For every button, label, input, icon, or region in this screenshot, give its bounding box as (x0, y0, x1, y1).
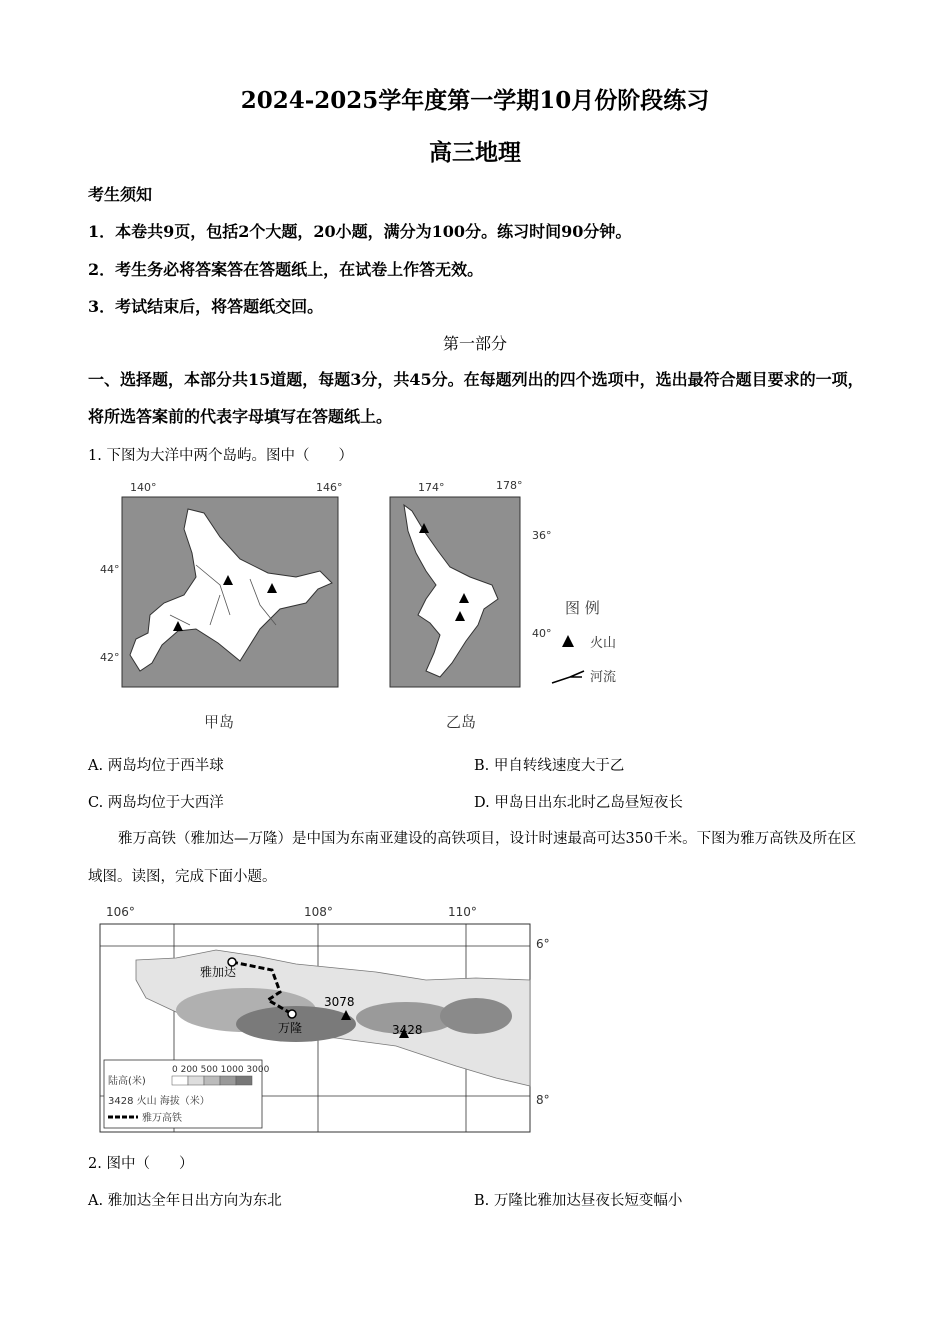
map2-lon-2: 108° (304, 905, 333, 919)
intro-passage: 雅万高铁（雅加达—万隆）是中国为东南亚建设的高铁项目，设计时速最高可达350千米。下图为雅万高铁及所在区域图。读图，完成下面小题。 (88, 831, 857, 885)
map2-lon-3: 110° (448, 905, 477, 919)
section-instruction: 一、选择题，本部分共15道题，每题3分，共45分。在每题列出的四个选项中，选出最符合题目要求的一项，将所选答案前的代表字母填写在答题纸上。 (88, 370, 864, 426)
q1-option-b: B. 甲自转线速度大于乙 (474, 758, 625, 774)
map-jia (100, 481, 343, 731)
q2-option-a: A. 雅加达全年日出方向为东北 (88, 1193, 282, 1209)
map-yi (390, 479, 552, 731)
legend-river: 河流 (590, 670, 617, 685)
volcano-icon (562, 635, 574, 647)
river-icon (552, 671, 584, 683)
jia-lat-top: 44° (100, 563, 120, 576)
jia-lon-right: 146° (316, 481, 343, 494)
map-legend (552, 599, 616, 685)
legend-ticks: 0 200 500 1000 3000 (172, 1065, 270, 1075)
q1-option-a: A. 两岛均位于西半球 (88, 758, 224, 774)
part-heading: 第一部分 (442, 334, 507, 353)
subject-title: 高三地理 (429, 139, 521, 166)
notice-item-3: 3．考试结束后，将答题纸交回。 (88, 297, 324, 316)
jia-lat-bottom: 42° (100, 651, 120, 664)
legend-railway: 雅万高铁 (142, 1113, 182, 1124)
q2-option-b: B. 万隆比雅加达昼夜长短变幅小 (474, 1193, 683, 1209)
notice-item-2: 2．考生务必将答案答在答题纸上，在试卷上作答无效。 (88, 260, 484, 279)
legend-title: 图 例 (565, 599, 600, 617)
yi-caption: 乙岛 (446, 713, 477, 731)
legend-volcano-height: 3428 火山 海拔（米） (108, 1096, 210, 1107)
city-bandung: 万隆 (278, 1021, 303, 1035)
page-title: 2024-2025学年度第一学期10月份阶段练习 (240, 87, 710, 114)
notice-heading: 考生须知 (88, 185, 153, 204)
map2-lon-1: 106° (106, 905, 135, 919)
java-railway-map (96, 900, 566, 1140)
legend-elevation: 陆高(米) (108, 1076, 146, 1087)
question-2-stem: 2. 图中（ ） (88, 1156, 194, 1172)
city-jakarta: 雅加达 (200, 965, 237, 979)
peak-3078: 3078 (324, 995, 355, 1009)
bandung-marker (288, 1010, 296, 1018)
map2-lat-1: 6° (536, 937, 550, 951)
yi-lat-bottom: 40° (532, 627, 552, 640)
map2-lat-2: 8° (536, 1093, 550, 1107)
question-1-stem: 1. 下图为大洋中两个岛屿。图中（ ） (88, 448, 353, 464)
q1-option-c: C. 两岛均位于大西洋 (88, 795, 224, 811)
legend-volcano: 火山 (590, 636, 617, 651)
yi-lat-top: 36° (532, 529, 552, 542)
yi-lon-left: 174° (418, 481, 445, 494)
yi-lon-right: 178° (496, 479, 523, 492)
q1-option-d: D. 甲岛日出东北时乙岛昼短夜长 (474, 795, 683, 811)
peak-3428: 3428 (392, 1023, 423, 1037)
island-maps-figure (100, 475, 640, 740)
jia-caption: 甲岛 (204, 713, 235, 731)
jia-lon-left: 140° (130, 481, 157, 494)
notice-item-1: 1．本卷共9页，包括2个大题，20小题，满分为100分。练习时间90分钟。 (88, 222, 632, 241)
